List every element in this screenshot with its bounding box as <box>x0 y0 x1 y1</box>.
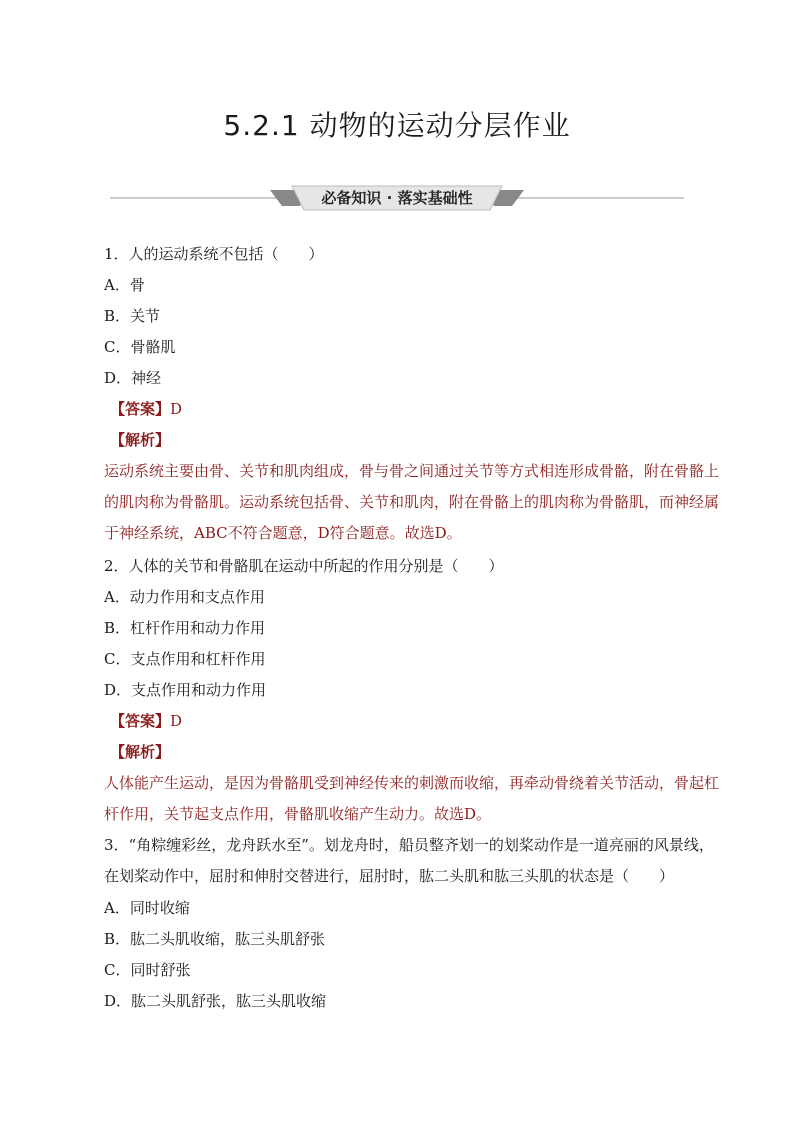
q1-answer-value: D <box>170 400 183 418</box>
q1-analysis-label: 【解析】 <box>110 431 171 449</box>
q3-stem: 3．“角粽缠彩丝，龙舟跃水至”。划龙舟时，船员整齐划一的划桨动作是一道亮丽的风景线，在划桨动作中，屈肘和伸肘交替进行，屈肘时，肱二头肌和肱三头肌的状态是（ ） <box>104 836 714 885</box>
page-title: 5.2.1 动物的运动分层作业 <box>223 109 571 142</box>
q1-analysis: 运动系统主要由骨、关节和肌肉组成，骨与骨之间通过关节等方式相连形成骨骼，附在骨骼上的肌肉称为骨骼肌。运动系统包括骨、关节和肌肉，附在骨骼上的肌肉称为骨骼肌，而神经属于神经系统，ABC不符合题意，D符合题意。故选D。 <box>104 462 720 542</box>
q2-answer-label: 【答案】 <box>110 712 171 730</box>
q3-option-c: C．同时舒张 <box>104 961 191 979</box>
q2-answer-value: D <box>170 712 183 730</box>
q3-option-b: B．肱二头肌收缩，肱三头肌舒张 <box>104 930 326 948</box>
q1-option-d: D．神经 <box>104 369 162 387</box>
q1-answer-label: 【答案】 <box>110 400 171 418</box>
section-banner <box>110 182 684 214</box>
q1-option-b: B．关节 <box>104 307 161 325</box>
q2-option-d: D．支点作用和动力作用 <box>104 681 267 699</box>
q2-stem: 2．人体的关节和骨骼肌在运动中所起的作用分别是（ ） <box>104 557 504 575</box>
q1-option-c: C．骨骼肌 <box>104 338 176 356</box>
q2-option-c: C．支点作用和杠杆作用 <box>104 650 266 668</box>
q3-option-a: A．同时收缩 <box>104 899 190 917</box>
q2-answer <box>110 711 182 731</box>
banner-label: 必备知识 · 落实基础性 <box>321 189 473 207</box>
q2-analysis-label: 【解析】 <box>110 743 171 761</box>
q3-option-d: D．肱二头肌舒张，肱三头肌收缩 <box>104 992 327 1010</box>
q2-analysis: 人体能产生运动，是因为骨骼肌受到神经传来的刺激而收缩，再牵动骨绕着关节活动，骨起杠杆作用，关节起支点作用，骨骼肌收缩产生动力。故选D。 <box>104 774 720 823</box>
q1-answer <box>110 399 182 419</box>
q2-option-b: B．杠杆作用和动力作用 <box>104 619 266 637</box>
q2-option-a: A．动力作用和支点作用 <box>104 588 265 606</box>
q1-stem: 1．人的运动系统不包括（ ） <box>104 245 324 263</box>
q1-option-a: A．骨 <box>104 276 145 294</box>
